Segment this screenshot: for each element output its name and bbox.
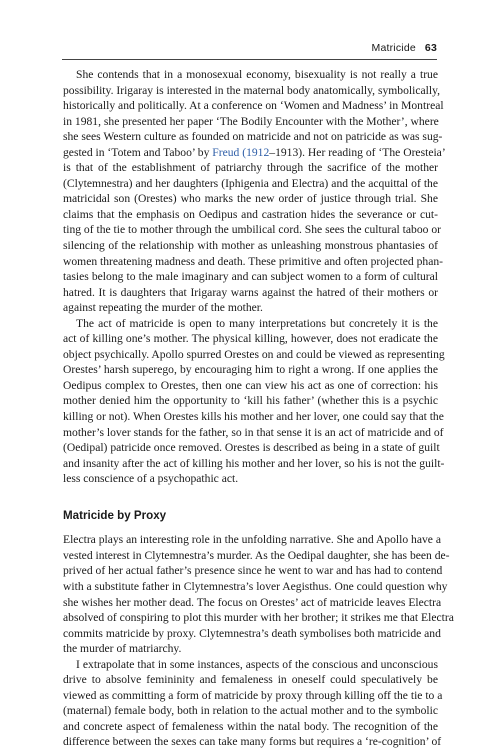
text-line: claims that the emphasis on Oedipus and castration hides the severance or cut- [63, 207, 438, 221]
text-line [63, 145, 446, 161]
text-line: in 1981, she presented her paper ‘The Bodily Encounter with the Mother’, where [63, 114, 439, 128]
text-line: mother’s lover stands for the father, so in that sense it is an act of matricide and of [63, 425, 444, 439]
running-head [372, 42, 438, 54]
text-line: She contends that in a monosexual economy, bisexuality is not really a true [76, 68, 438, 81]
paragraph-2 [63, 316, 445, 487]
text-line: the murder of matriarchy. [63, 642, 182, 656]
text-line: object psychically. Apollo spurred Orestes on and could be viewed as representing [63, 347, 445, 361]
text-line: (maternal) female body, both in relation to the actual mother and to the symbolic [63, 704, 438, 718]
header-rule [62, 59, 437, 60]
text-line: absolved of conspiring to plot this murder with her brother; it strikes me that Electra [63, 611, 454, 625]
text-line: possibility. Irigaray is interested in the maternal body anatomically, symbolically, [63, 83, 441, 97]
page-number: 63 [424, 42, 437, 54]
text-line: tasies belong to the male imaginary and can subject women to a form of cultural [63, 270, 438, 284]
paragraph-1 [63, 67, 446, 316]
text-line: historically and politically. At a conference on ‘Women and Madness’ in Montreal [63, 99, 444, 113]
running-head-title: Matricide [371, 42, 416, 54]
text-line: is that of the establishment of patriarchy through the sacrifice of the mother [63, 161, 438, 175]
text-line: The act of matricide is open to many interpretations but concretely it is the [76, 316, 438, 330]
text-line: vested interest in Clytemnestra’s murder. As the Oedipal daughter, she has been de- [63, 548, 450, 562]
text-line: act of killing one’s mother. The physical killing, however, does not eradicate the [63, 332, 438, 346]
text-line: mother denied him the opportunity to ‘kill his father’ (whether this is a psychic [63, 394, 438, 408]
text-line: less conscience of a psychopathic act. [63, 472, 239, 486]
text-line: viewed as committing a form of matricide by proxy through killing off the tie to a [63, 688, 443, 702]
text-line: drive to absolve femininity and femaleness in oneself could speculatively be [63, 673, 438, 687]
text-fragment: gested in ‘Totem and Taboo’ by [63, 145, 213, 159]
text-line: she sees Western culture as founded on matricide and not on patricide as was sug- [63, 130, 443, 144]
paragraph-3 [63, 532, 454, 656]
page-body [63, 67, 454, 750]
text-line: and concrete aspect of femaleness within the natal body. The recognition of the [63, 719, 438, 733]
text-line: hatred. It is daughters that Irigaray warns against the hatred of their mothers or [63, 285, 438, 299]
text-line: (Oedipal) patricide once removed. Orestes is described as being in a state of guilt [63, 441, 440, 455]
text-line: silencing of the relationship with mother as unleashing monstrous phantasies of [63, 239, 438, 253]
text-line: with a substitute father in Clytemnestra’s lover Aegisthus. One could question why [63, 579, 448, 593]
text-line: matricidal son (Orestes) who marks the new order of justice through trial. She [63, 192, 438, 206]
text-line: Electra plays an interesting role in the unfolding narrative. She and Apollo have a [63, 533, 441, 547]
citation-link[interactable]: Freud (1912 [212, 145, 270, 159]
paragraph-4 [63, 657, 443, 750]
text-fragment: –1913). Her reading of ‘The Oresteia’ [269, 145, 446, 159]
text-line: (Clytemnestra) and her daughters (Iphigenia and Electra) and the acquittal of the [63, 176, 438, 190]
text-line: killing or not). When Orestes kills his mother and her lover, one could say that the [63, 410, 444, 424]
text-line: and insanity after the act of killing his mother and her lover, so his is not the guilt- [63, 456, 445, 470]
section-heading: Matricide by Proxy [63, 508, 167, 522]
text-line: against repeating the murder of the mother. [63, 301, 263, 315]
text-line: commits matricide by proxy. Clytemnestra’s death symbolises both matricide and [63, 626, 441, 640]
text-line: Orestes’ harsh superego, by encouraging him to right a wrong. If one applies the [63, 363, 438, 377]
text-line: women threatening madness and death. These primitive and often projected phan- [63, 254, 444, 268]
text-line: Oedipus complex to Orestes, then one can view his act as one of correction: his [63, 378, 438, 392]
text-line: difference between the sexes can take many forms but requires a ‘re-cognition’ of [63, 735, 442, 749]
text-line: prived of her actual father’s presence since he went to war and has had to contend [63, 564, 443, 578]
text-line: she wishes her mother dead. The focus on Orestes’ act of matricide leaves Electra [63, 595, 442, 609]
text-line: ting of the tie to mother through the umbilical cord. She sees the cultural taboo or [63, 223, 441, 237]
text-line: I extrapolate that in some instances, aspects of the conscious and unconscious [76, 657, 438, 671]
